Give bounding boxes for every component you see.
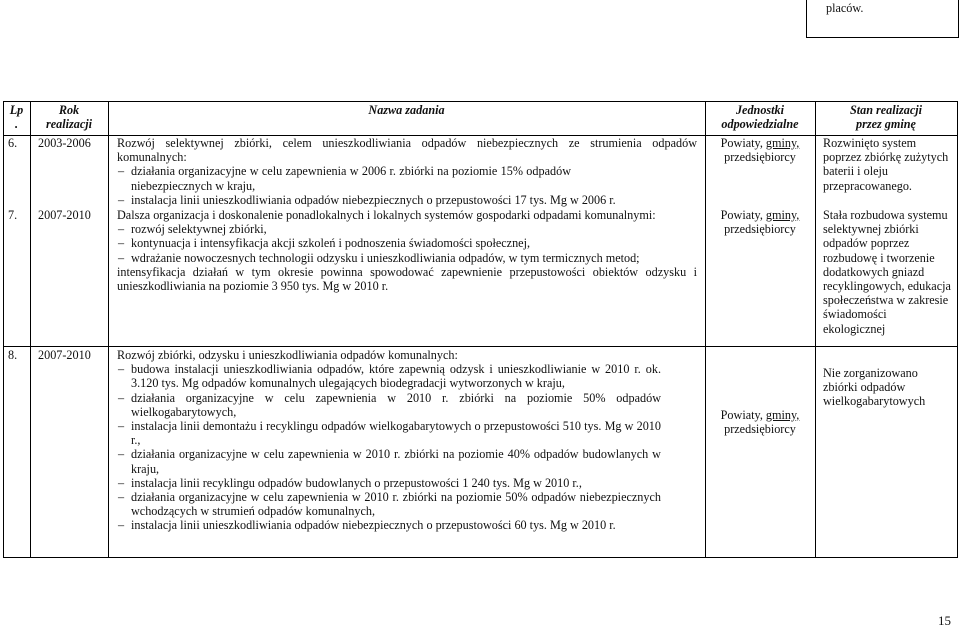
row6-rok: 2003-2006: [38, 136, 91, 150]
row8-lp: 8.: [8, 348, 18, 362]
col-line-5: [957, 101, 958, 558]
row8-item-2: – działania organizacyjne w celu zapewnienia w 2010 r. zbiórki na poziomie 50% odpadów wielkogabarytowych,: [117, 391, 661, 419]
row8-item-5: – instalacja linii recyklingu odpadów budowlanych o przepustowości 1 240 tys. Mg w 2010 r.,: [117, 476, 661, 490]
row8-item-3: – instalacja linii demontażu i recyklingu odpadów wielkogabarytowych o przepustowości 510 tys. Mg w 2010 r.,: [117, 419, 661, 447]
row8-rok: 2007-2010: [38, 348, 91, 362]
header-lp: Lp .: [9, 103, 24, 132]
row6-lp: 6.: [8, 136, 18, 150]
row8-item-1: – budowa instalacji unieszkodliwiania odpadów, które zapewnią odzysk i unieszkodliwianie w 2010 r. ok. 3.120 tys. Mg odpadów komunalnych ulegających biodegradacji wytworzonych w kraju,: [117, 362, 661, 390]
col-line-3: [705, 101, 706, 558]
row7-rok: 2007-2010: [38, 208, 91, 222]
row-line-top: [3, 101, 957, 102]
col-line-2: [108, 101, 109, 558]
row8-item-6: – działania organizacyjne w celu zapewnienia w 2010 r. zbiórki na poziomie 50% odpadów niebezpiecznych wchodzących w strumień odpadów komunalnych,: [117, 490, 661, 518]
row7-lp: 7.: [8, 208, 18, 222]
row7-item-3: – wdrażanie nowoczesnych technologii odzysku i unieszkodliwiania odpadów, w tym termicznych metod;: [117, 251, 697, 265]
row7-tail: intensyfikacja działań w tym okresie powinna spowodować zapewnienie przepustowości obiektów odzysku i unieszkodliwiania na poziomie 3 950 tys. Mg w 2010 r.: [117, 264, 697, 294]
header-stan: Stan realizacji przez gminę: [849, 103, 923, 132]
row8-stan: Nie zorganizowano zbiórki odpadów wielkogabarytowych: [823, 366, 926, 409]
row7-task: [117, 208, 697, 293]
row8-item-4: – działania organizacyjne w celu zapewnienia w 2010 r. zbiórki na poziomie 40% odpadów budowlanych w kraju,: [117, 447, 661, 475]
header-jednostki: Jednostki odpowiedzialne: [721, 103, 799, 132]
row-line-bottom: [3, 557, 957, 558]
header-rok: Rok realizacji: [45, 103, 93, 132]
row6-item-1: – działania organizacyjne w celu zapewnienia w 2006 r. zbiórki na poziomie 15% odpadów niebezpiecznych w kraju,: [117, 164, 571, 192]
row8-task: [117, 348, 661, 533]
header-nazwa: Nazwa zadania: [368, 103, 445, 117]
page-number: 15: [938, 613, 951, 628]
row7-item-2: – kontynuacja i intensyfikacja akcji szkoleń i podnoszenia świadomości społecznej,: [117, 236, 697, 250]
row6-task: [117, 136, 697, 207]
col-line-0: [3, 101, 4, 558]
col-line-1: [30, 101, 31, 558]
row7-stan: Stała rozbudowa systemu selektywnej zbiórki odpadów poprzez rozbudowę i tworzenie dodatkowych gniazd recyklingowych, edukacja społeczeństwa w zakresie świadomości ekologicznej: [823, 208, 951, 336]
row7-item-1: – rozwój selektywnej zbiórki,: [117, 222, 697, 236]
row6-item-2: – instalacja linii unieszkodliwiania odpadów niebezpiecznych o przepustowości 17 tys. Mg w 2006 r.: [117, 193, 697, 207]
row-line-8: [3, 346, 957, 347]
row6-title: Rozwój selektywnej zbiórki, celem unieszkodliwiania odpadów niebezpiecznych ze strumienia odpadów komunalnych:: [117, 136, 697, 165]
row7-jednostki: Powiaty, gminy, przedsiębiorcy: [720, 208, 800, 237]
col-line-4: [815, 101, 816, 558]
row8-item-7: – instalacja linii unieszkodliwiania odpadów niebezpiecznych o przepustowości 60 tys. Mg w 2010 r.: [117, 518, 661, 532]
row6-stan: Rozwinięto system poprzez zbiórkę zużytych baterii i oleju przepracowanego.: [823, 136, 949, 193]
fragment-text: placów.: [826, 1, 864, 15]
row8-title: Rozwój zbiórki, odzysku i unieszkodliwiania odpadów komunalnych:: [117, 348, 458, 362]
previous-table-fragment: [806, 0, 959, 38]
row7-title: Dalsza organizacja i doskonalenie ponadlokalnych i lokalnych systemów gospodarki odpadami komunalnymi:: [117, 208, 656, 222]
row6-jednostki: Powiaty, gminy, przedsiębiorcy: [720, 136, 800, 165]
row8-jednostki: Powiaty, gminy, przedsiębiorcy: [720, 408, 800, 437]
